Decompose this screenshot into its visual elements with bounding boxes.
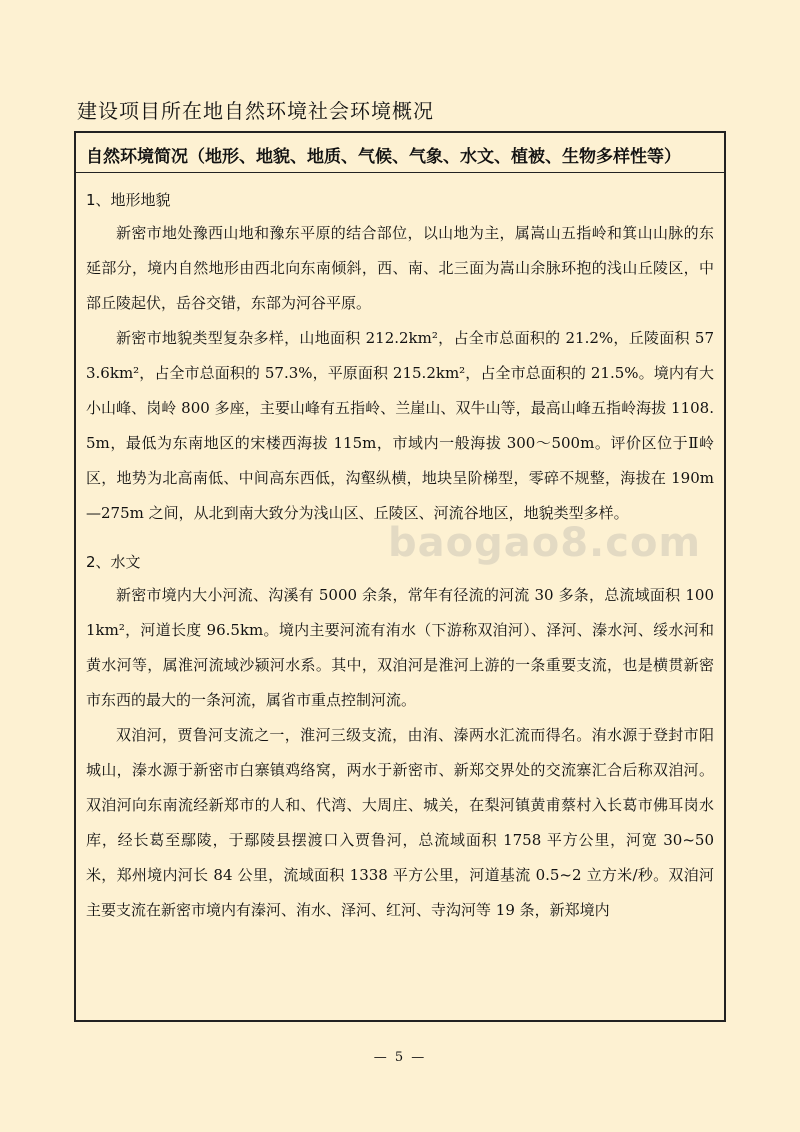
box-header: 自然环境简况（地形、地貌、地质、气候、气象、水文、植被、生物多样性等） xyxy=(76,133,724,173)
paragraph: 新密市地处豫西山地和豫东平原的结合部位，以山地为主，属嵩山五指岭和箕山山脉的东延部分，境内自然地形由西北向东南倾斜，西、南、北三面为嵩山余脉环抱的浅山丘陵区，中部丘陵起伏，岳谷交错，东部为河谷平原。 xyxy=(86,224,714,312)
section-heading: 2、水文 xyxy=(86,553,141,571)
page-number: — 5 — xyxy=(373,1050,427,1065)
paragraph: 新密市境内大小河流、沟溪有 5000 余条，常年有径流的河流 30 多条，总流域面积 1001km²，河道长度 96.5km。境内主要河流有洧水（下游称双洎河）、泽河、溱水河、绥水河和黄水河等，属淮河流域沙颍河水系。其中，双洎河是淮河上游的一条重要支流，也是横贯新密市东西的最大的一条河流，属省市重点控制河流。 xyxy=(86,586,714,709)
paragraph: 双洎河，贾鲁河支流之一，淮河三级支流，由洧、溱两水汇流而得名。洧水源于登封市阳城山，溱水源于新密市白寨镇鸡络窝，两水于新密市、新郑交界处的交流寨汇合后称双洎河。双洎河向东南流经新郑市的人和、代湾、大周庄、城关，在梨河镇黄甫蔡村入长葛市佛耳岗水库，经长葛至鄢陵，于鄢陵县摆渡口入贾鲁河，总流域面积 1758 平方公里，河宽 30~50 米，郑州境内河长 84 公里，流域面积 1338 平方公里，河道基流 0.5~2 立方米/秒。双洎河主要支流在新密市境内有溱河、洧水、泽河、红河、寺沟河等 19 条，新郑境内 xyxy=(86,726,714,919)
section-hydrology xyxy=(76,552,724,932)
section-terrain xyxy=(76,190,724,535)
paragraph: 新密市地貌类型复杂多样，山地面积 212.2km²，占全市总面积的 21.2%，丘陵面积 573.6km²，占全市总面积的 57.3%，平原面积 215.2km²，占全市总面积的 21.5%。境内有大小山峰、岗岭 800 多座，主要山峰有五指岭、兰崖山、双牛山等，最高山峰五指岭海拔 1108.5m，最低为东南地区的宋楼西海拔 115m，市域内一般海拔 300～500m。评价区位于Ⅱ岭区，地势为北高南低、中间高东西低，沟壑纵横，地块呈阶梯型，零碎不规整，海拔在 190m—275m 之间，从北到南大致分为浅山区、丘陵区、河流谷地区，地貌类型多样。 xyxy=(86,329,714,522)
section-heading: 1、地形地貌 xyxy=(86,191,171,209)
environment-overview-box xyxy=(74,131,726,1022)
page-title: 建设项目所在地自然环境社会环境概况 xyxy=(77,99,434,123)
watermark: baogao8.com xyxy=(388,520,702,566)
